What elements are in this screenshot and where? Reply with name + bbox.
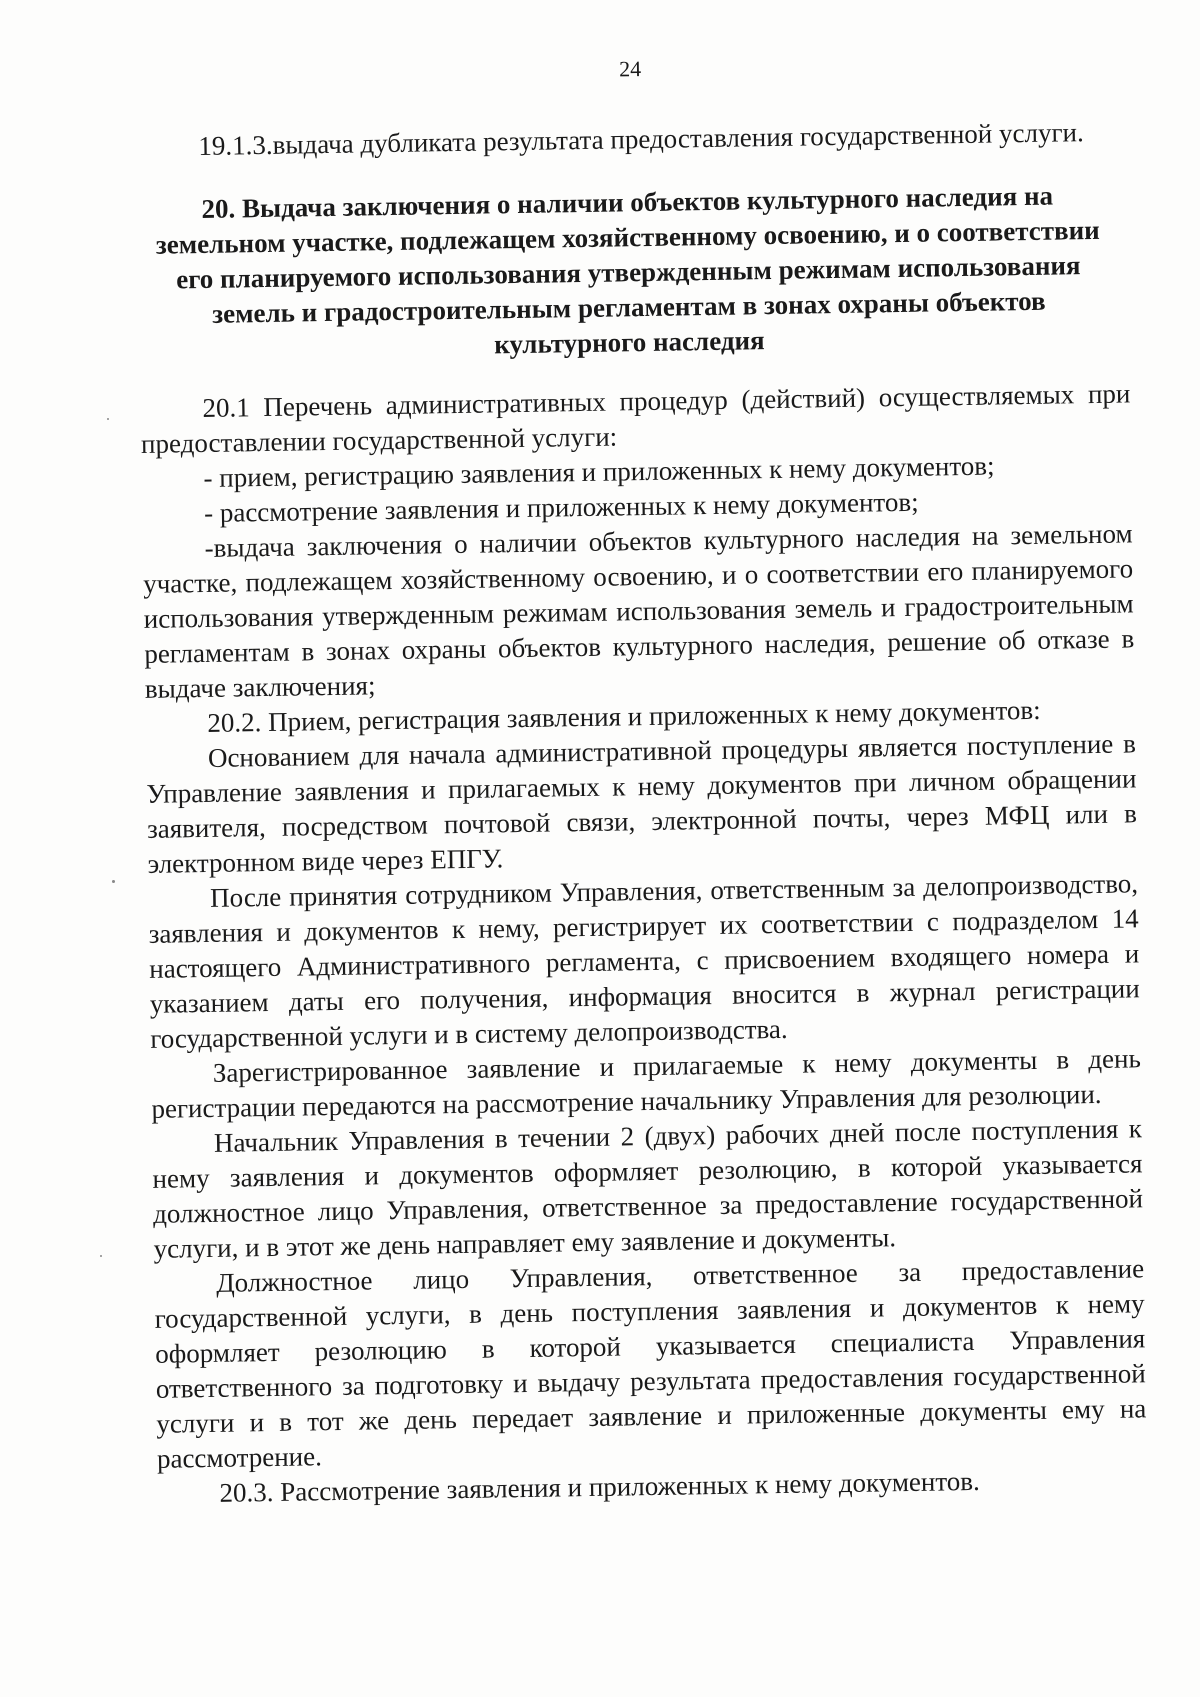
page-content: [135, 46, 1148, 1511]
paragraph-registered: Зарегистрированное заявление и прилагаемые к нему документы в день регистрации передаются на рассмотрение начальнику Управления для резолюции.: [151, 1043, 1142, 1124]
paragraph-official: Должностное лицо Управления, ответственное за предоставление государственной услуги, в день поступления заявления и документов к нему оформляет резолюцию в которой указывается специалиста Управления ответственного за подготовку и выдачу результата предоставления государственной услуги и в тот же день передает заявление и приложенные документы ему на рассмотрение.: [154, 1253, 1147, 1474]
paragraph-after-acceptance: После принятия сотрудником Управления, ответственным за делопроизводство, заявления и документов к нему, регистрирует их соответствии с подразделом 14 настоящего Административного регламента, с присвоением входящего номера и указанием даты его получения, информация вносится в журнал регистрации государственной услуги и в систему делопроизводства.: [148, 868, 1140, 1054]
paragraph-20-3: 20.3. Рассмотрение заявления и приложенных к нему документов.: [219, 1465, 981, 1508]
scan-speck: [107, 418, 109, 420]
paragraph-20-1: 20.1 Перечень административных процедур (действий) осуществляемых при предоставлении государственной услуги:: [140, 378, 1131, 459]
list-item: -выдача заключения о наличии объектов культурного наследия на земельном участке, подлежащем хозяйственному освоению, и о соответствии его планируемого использования утвержденным режимам использования земель и градостроительным регламентам в зонах охраны объектов культурного наследия, решение об отказе в выдаче заключения;: [142, 518, 1135, 704]
paragraph-20-2: 20.2. Прием, регистрация заявления и приложенных к нему документов:: [207, 694, 1041, 738]
scan-speck: [112, 880, 115, 883]
item-19-1-3: 19.1.3.выдача дубликата результата предоставления государственной услуги.: [198, 117, 1084, 162]
paragraph-basis: Основанием для начала административной процедуры является поступление в Управление заявления и прилагаемых к нему документов при личном обращении заявителя, посредством почтовой связи, электронной почты, через МФЦ или в электронном виде через ЕПГУ.: [146, 728, 1138, 879]
paragraph-head-of-department: Начальник Управления в течении 2 (двух) рабочих дней после поступления к нему заявления и документов оформляет резолюцию, в которой указывается должностное лицо Управления, ответственное за предоставление государственной услуги, и в этот же день направляет ему заявление и документы.: [152, 1113, 1144, 1264]
scan-speck: [100, 1255, 102, 1257]
page-number: 24: [618, 56, 642, 82]
section-heading: 20. Выдача заключения о наличии объектов культурного наследия на земельном участке, подлежащем хозяйственному освоению, и о соответствии его планируемого использования утвержденным режимам использования земель и градостроительным регламентам в зонах охраны объектов культурного наследия: [155, 180, 1100, 360]
list-item: - рассмотрение заявления и приложенных к нему документов;: [203, 486, 919, 528]
list-item: - прием, регистрацию заявления и приложенных к нему документов;: [203, 450, 995, 493]
procedure-list: [141, 446, 1135, 707]
